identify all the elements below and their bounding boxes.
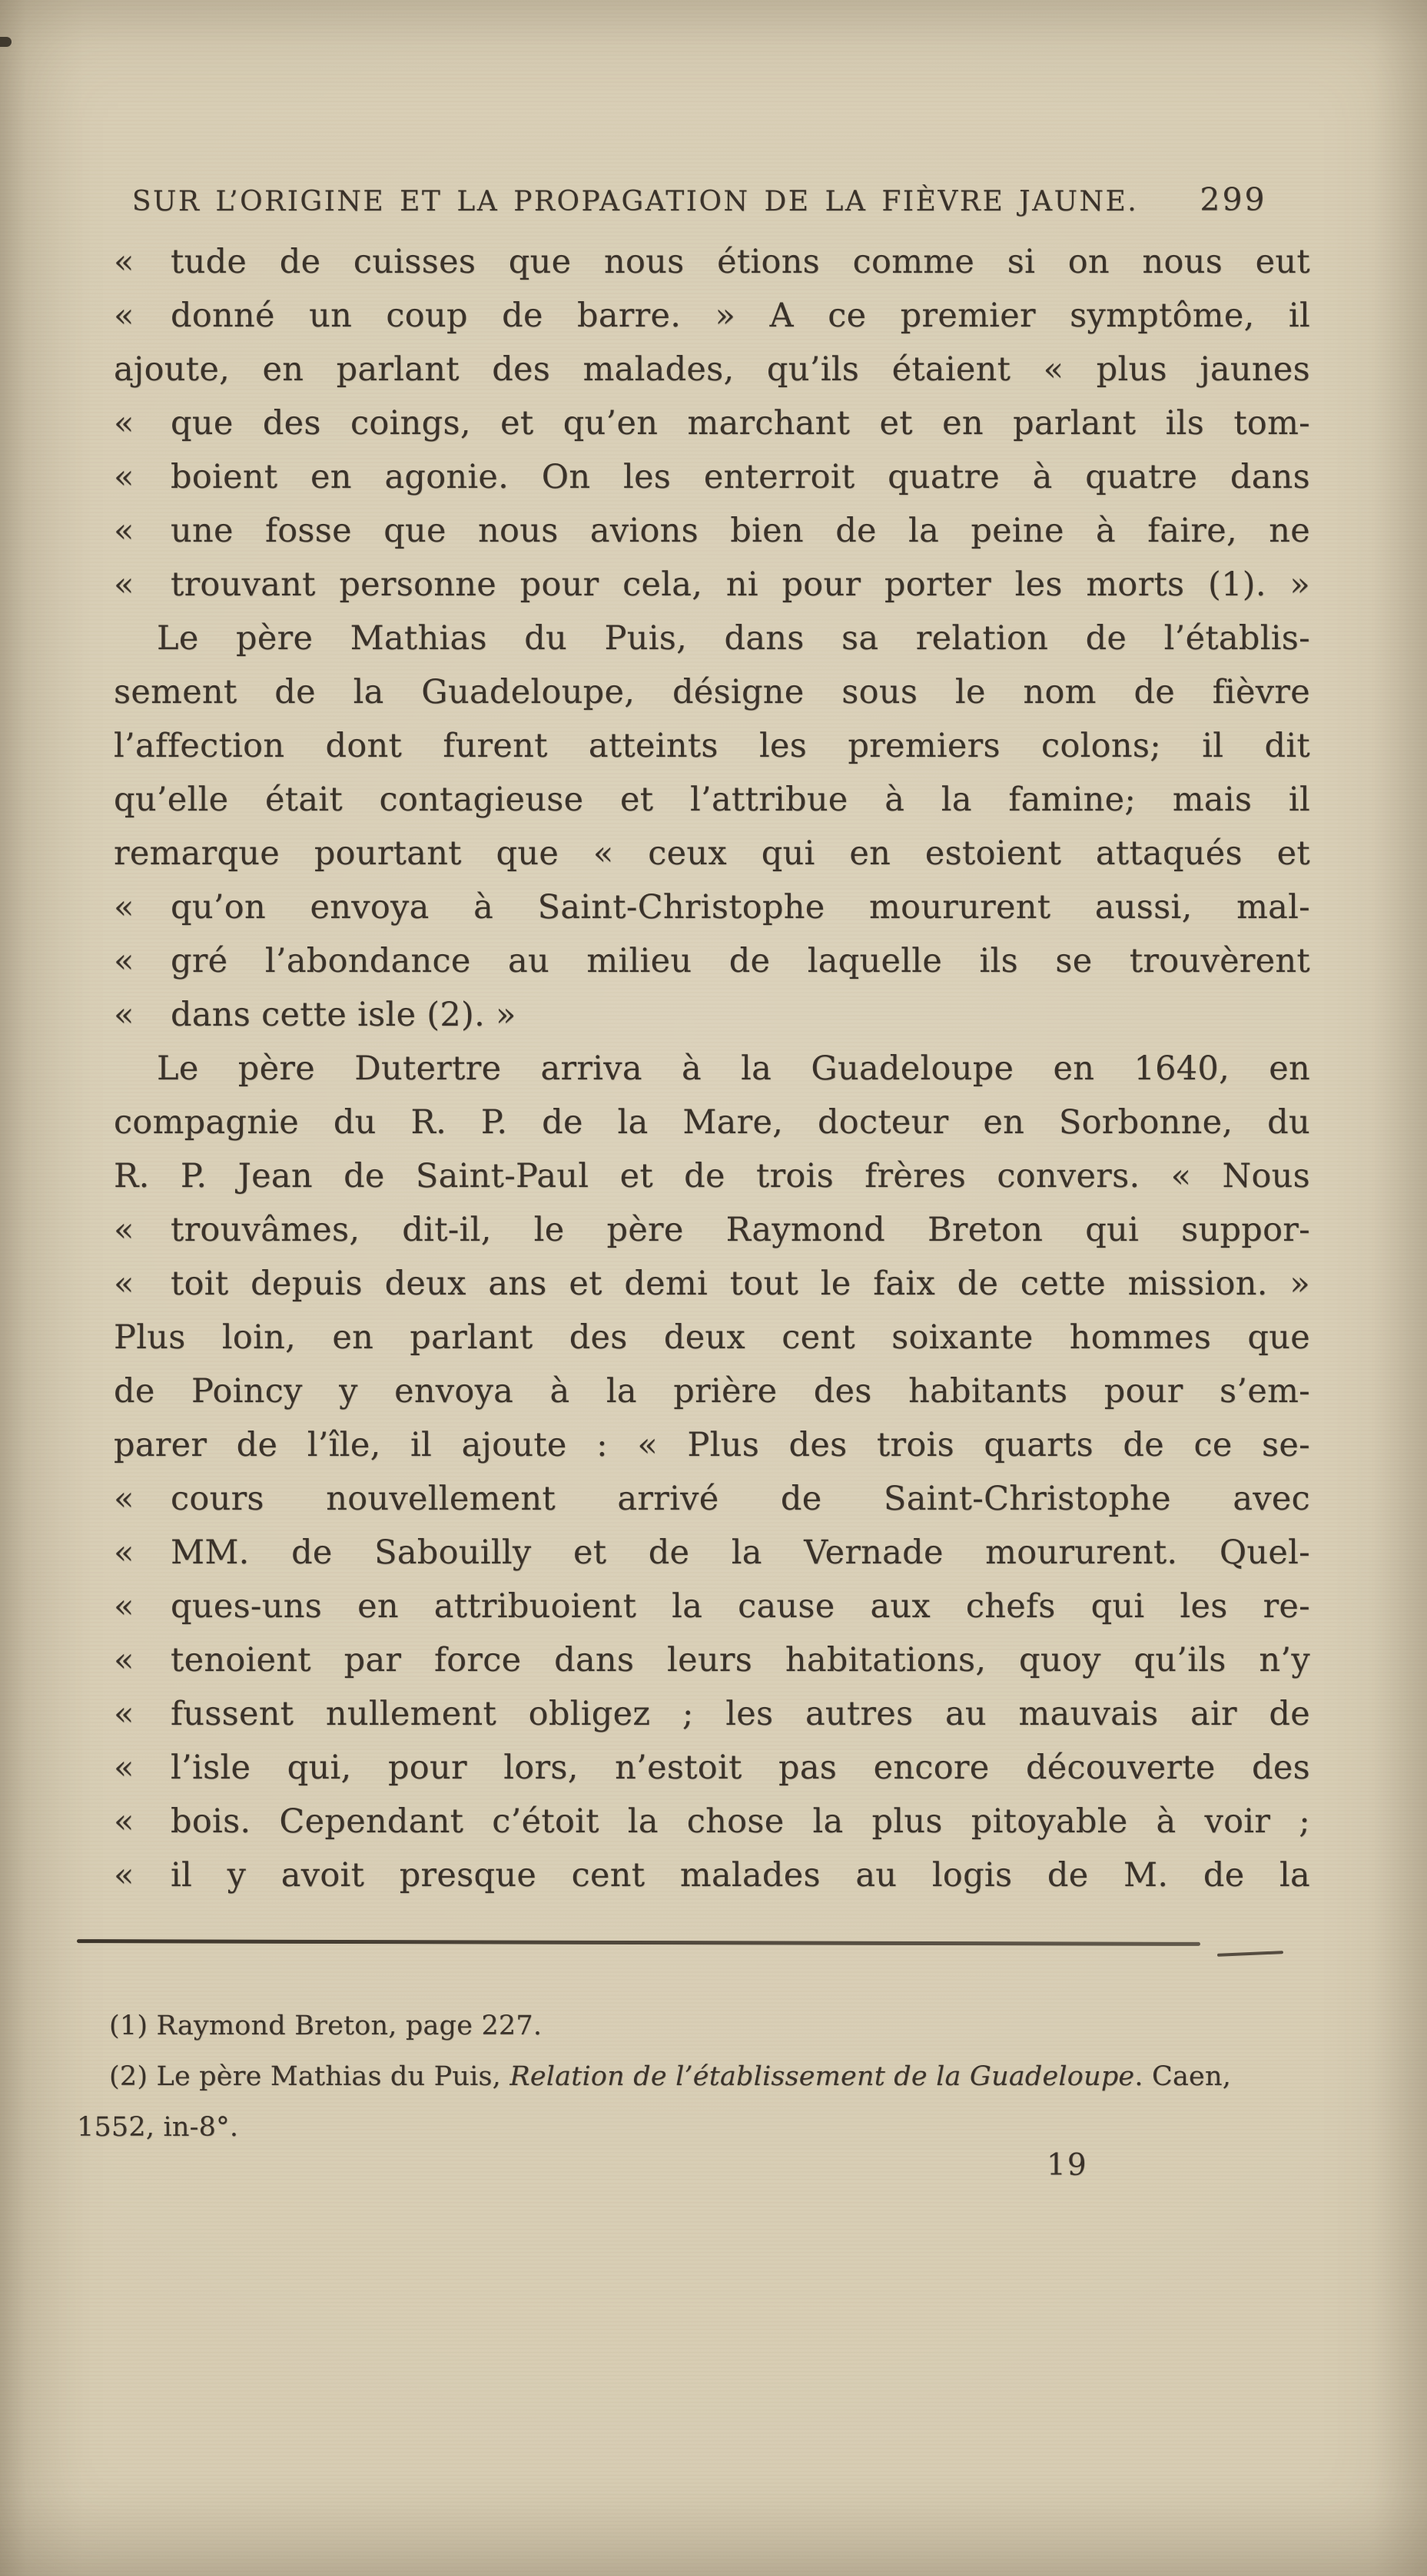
hanging-quote-mark: « xyxy=(114,512,134,550)
text-line: « donné un coup de barre. » A ce premier symptôme, il xyxy=(114,289,1310,343)
footnote-line xyxy=(77,2107,1310,2148)
hanging-quote-mark: « xyxy=(114,1856,134,1895)
hanging-quote-mark: « xyxy=(114,996,134,1034)
text-line: « ques-uns en attribuoient la cause aux chefs qui les re- xyxy=(114,1580,1310,1633)
hanging-quote-mark: « xyxy=(114,458,134,496)
hanging-quote-mark: « xyxy=(114,942,134,980)
text-line: qu’elle était contagieuse et l’attribue à la famine; mais il xyxy=(114,781,1310,819)
text-line: Plus loin, en parlant des deux cent soixante hommes que xyxy=(114,1318,1310,1357)
text-line: « MM. de Sabouilly et de la Vernade moururent. Quel- xyxy=(114,1526,1310,1580)
text-line: « boient en agonie. On les enterroit quatre à quatre dans xyxy=(114,450,1310,504)
text-line: « que des coings, et qu’en marchant et en parlant ils tom- xyxy=(114,396,1310,450)
hanging-quote-mark: « xyxy=(114,565,134,604)
hanging-quote-mark: « xyxy=(114,1695,134,1733)
footnote-line xyxy=(77,2056,1310,2097)
text-line: « toit depuis deux ans et demi tout le faix de cette mission. » xyxy=(114,1257,1310,1311)
text-line: l’affection dont furent atteints les premiers colons; il dit xyxy=(114,727,1310,765)
hanging-quote-mark: « xyxy=(114,404,134,443)
running-title: SUR L’ORIGINE ET LA PROPAGATION DE LA FIÈVRE JAUNE. xyxy=(131,186,1139,217)
footnote-text: 1552, in-8°. xyxy=(77,2112,239,2143)
hanging-quote-mark: « xyxy=(114,1265,134,1303)
text-line: remarque pourtant que « ceux qui en estoient attaqués et xyxy=(114,834,1310,873)
footnote-rule xyxy=(77,1939,1200,1946)
hanging-quote-mark: « xyxy=(114,297,134,335)
text-line: « gré l’abondance au milieu de laquelle ils se trouvèrent xyxy=(114,934,1310,988)
body-text xyxy=(114,235,1310,1902)
hanging-quote-mark: « xyxy=(114,888,134,927)
text-line: « qu’on envoya à Saint-Christophe moururent aussi, mal- xyxy=(114,880,1310,934)
text-line: ajoute, en parlant des malades, qu’ils étaient « plus jaunes xyxy=(114,350,1310,389)
footnote-text: . Caen, xyxy=(1134,2061,1232,2092)
hanging-quote-mark: « xyxy=(114,1641,134,1679)
text-line: « trouvant personne pour cela, ni pour porter les morts (1). » xyxy=(114,558,1310,612)
scan-artifact-speck xyxy=(0,37,12,47)
text-line: « il y avoit presque cent malades au logis de M. de la xyxy=(114,1848,1310,1902)
hanging-quote-mark: « xyxy=(114,1533,134,1572)
footnote-title-italic: Relation de l’établissement de la Guadeloupe xyxy=(509,2061,1135,2092)
text-line: sement de la Guadeloupe, désigne sous le nom de fièvre xyxy=(114,673,1310,711)
text-line: « tenoient par force dans leurs habitations, quoy qu’ils n’y xyxy=(114,1633,1310,1687)
footnote-rule-end-dash xyxy=(1217,1951,1283,1957)
text-line: « trouvâmes, dit-il, le père Raymond Breton qui suppor- xyxy=(114,1203,1310,1257)
hanging-quote-mark: « xyxy=(114,1802,134,1841)
text-line: Le père Mathias du Puis, dans sa relation de l’établis- xyxy=(157,619,1310,658)
text-line: « tude de cuisses que nous étions comme si on nous eut xyxy=(114,235,1310,289)
text-line: « une fosse que nous avions bien de la peine à faire, ne xyxy=(114,504,1310,558)
footnotes xyxy=(77,2005,1310,2157)
text-line: « dans cette isle (2). » xyxy=(114,988,1310,1042)
hanging-quote-mark: « xyxy=(114,1211,134,1249)
text-line: compagnie du R. P. de la Mare, docteur en Sorbonne, du xyxy=(114,1103,1310,1142)
hanging-quote-mark: « xyxy=(114,1587,134,1626)
hanging-quote-mark: « xyxy=(114,243,134,281)
text-line: R. P. Jean de Saint-Paul et de trois frères convers. « Nous xyxy=(114,1157,1310,1195)
page-header xyxy=(114,181,1310,218)
footnote-text: (2) Le père Mathias du Puis, xyxy=(109,2061,510,2092)
footnote-text: (1) Raymond Breton, page 227. xyxy=(109,2011,543,2041)
page-number: 299 xyxy=(1200,181,1267,218)
hanging-quote-mark: « xyxy=(114,1749,134,1787)
text-line: « l’isle qui, pour lors, n’estoit pas encore découverte des xyxy=(114,1741,1310,1795)
text-line: Le père Dutertre arriva à la Guadeloupe en 1640, en xyxy=(157,1049,1310,1088)
footnote-line xyxy=(77,2005,1310,2047)
text-line: de Poincy y envoya à la prière des habitants pour s’em- xyxy=(114,1372,1310,1411)
hanging-quote-mark: « xyxy=(114,1480,134,1518)
text-line: parer de l’île, il ajoute : « Plus des trois quarts de ce se- xyxy=(114,1426,1310,1464)
text-line: « fussent nullement obligez ; les autres au mauvais air de xyxy=(114,1687,1310,1741)
text-line: « cours nouvellement arrivé de Saint-Christophe avec xyxy=(114,1472,1310,1526)
signature-mark: 19 xyxy=(1047,2148,1088,2183)
text-line: « bois. Cependant c’étoit la chose la plus pitoyable à voir ; xyxy=(114,1795,1310,1848)
